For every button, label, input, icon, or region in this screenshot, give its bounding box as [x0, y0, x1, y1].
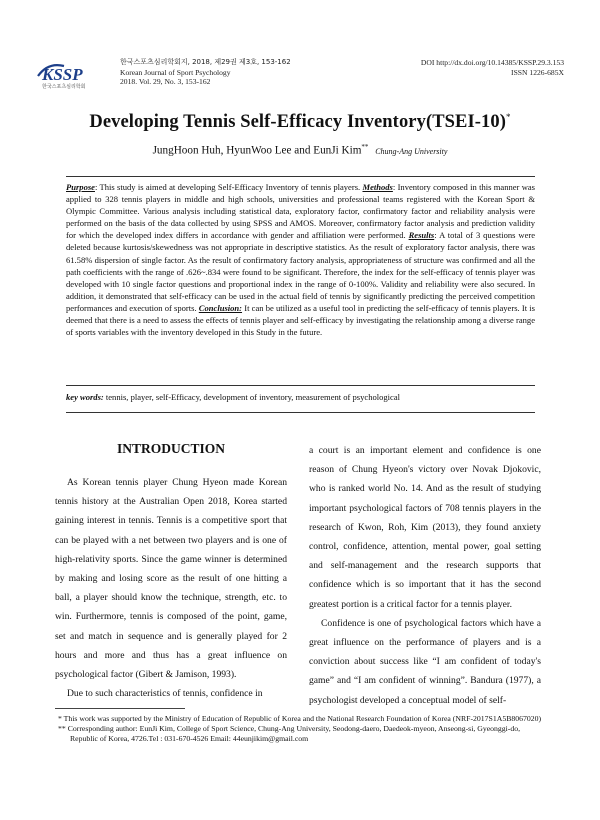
logo-subtext: 한국스포츠심리학회: [42, 84, 86, 90]
conclusion-text: It can be utilized as a useful tool in predicting the self-efficacy of tennis players. It is deemed that there is a need to assess the effects of tennis player and self-efficacy by investigating the relationship among a diverse range of sports variables with the inventory developed in this Study in the future.: [66, 302, 536, 338]
body-paragraph: Due to such characteristics of tennis, confidence in: [67, 688, 263, 700]
author-line: [0, 143, 600, 157]
right-column: [309, 441, 541, 710]
journal-citation: [120, 58, 291, 87]
journal-header: [36, 58, 564, 98]
title-footnote-mark: *: [506, 112, 511, 122]
keywords-bottom-rule: [66, 412, 535, 413]
doi: DOI http://dx.doi.org/10.14385/KSSP.29.3.153: [420, 58, 564, 67]
keywords-label: key words:: [66, 392, 104, 402]
purpose-text: : This study is aimed at developing Self-Efficacy Inventory of tennis players.: [94, 182, 363, 192]
journal-english: Korean Journal of Sport Psychology: [120, 67, 231, 77]
footnote-corresponding-author: ** Corresponding author: EunJi Kim, College of Sport Science, Chung-Ang University, Seodong-daero, Daedeok-myeon, Anseong-si, Gyeonggi-do, Republic of Korea, 4726.Tel : 031-670-4526 Email: 44eunjikim@gmail.com: [58, 724, 521, 744]
logo-text: KSSP: [42, 65, 83, 84]
results-label: Results: [408, 230, 435, 241]
methods-label: Methods: [362, 182, 393, 192]
journal-volume: 2018. Vol. 29, No. 3, 153-162: [120, 77, 211, 87]
journal-ids: [421, 58, 564, 77]
issn: ISSN 1226-685X: [511, 67, 564, 77]
author-names: JungHoon Huh, HyunWoo Lee and EunJi Kim: [152, 144, 362, 157]
body-paragraph: a court is an important element and confidence is one reason of Chung Hyeon's victory over Novak Djokovic, who is ranked world No. 14. And as the result of studying important psychological factors of 708 tennis players in the research of Kwon, Roh, Kim (2013), they found anxiety control, confidence, attention, mental power, goal setting and self-management and the research supports that confidence which is so important that it has the second greatest portion is a critical factor for a tennis player.: [309, 445, 541, 610]
footnote-rule: [55, 708, 185, 709]
body-paragraph: As Korean tennis player Chung Hyeon made Korean tennis history at the Australian Open 2018, Korea started gaining interest in tennis. Tennis is a competitive sport that can be played with a net between two players and is one of high-relativity sports. Since the game winner is determined by making and losing score as the result of one hitting a ball, a player should know the technique, strength, etc. to win. Furthermore, tennis is composed of the point, game, set and match in sequence and is generally played for 2 hours and more and thus has a great influence on psychological factor (Gibert & Jamison, 1993).: [55, 477, 287, 681]
methods-text: : Inventory composed in this manner was applied to 328 tennis players in middle and high schools, universities and professional teams registered with the Korean Sport & Olympic Committee. Various analysis including statistical data, exploratory factor, confirmatory factor and reliability analysis were performed on the basis of the data collected by using SPSS and AMOS. Moreover, confirmatory factor analysis and prediction validity for which the developed index differs in accordance with gender and affiliation were performed.: [66, 182, 535, 241]
footnotes: [58, 714, 545, 745]
abstract-top-rule: [66, 176, 535, 177]
footnote-funding: * This work was supported by the Ministry of Education of Republic of Korea and the National Research Foundation of Korea (NRF-2017S1A5B8067020): [58, 714, 542, 723]
keywords: [66, 392, 535, 402]
purpose-label: Purpose: [66, 182, 95, 192]
results-text: : A total of 3 questions were deleted because kurtosis/skewedness was not appropriate in descriptive statistics. As the result of exploratory factor analysis, there was 61.58% dispersion of single factor. As the result of confirmatory factory analysis, appropriateness of structure was confirmed and all the path coefficients with the range of .626~.834 were found to be significant. Therefore, the index for the self-efficacy of tennis player was developed with 10 single factor questions and proportional index in the range of 0-100%. Validity and reliability were also secured. In addition, it demonstrated that self-efficacy can be used in the actual field of tennis by significantly predicting the perceived competition performances and execution of sports.: [66, 230, 536, 313]
left-column: [55, 440, 287, 703]
body-paragraph: Confidence is one of psychological factors which have a great influence on the performance of players and is a conviction about success like “I am confident of today's game” and “I am confident of winning”. Bandura (1977), a psychologist developed a conceptual model of self-: [309, 617, 541, 706]
paper-title: [0, 112, 600, 133]
conclusion-label: Conclusion:: [198, 302, 243, 313]
keywords-text: tennis, player, self-Efficacy, development of inventory, measurement of psychological: [105, 392, 400, 402]
journal-logo-icon: [36, 58, 114, 90]
author-footnote-mark: **: [361, 143, 369, 151]
affiliation: Chung-Ang University: [375, 146, 448, 156]
abstract: [66, 181, 535, 338]
paper-title-text: Developing Tennis Self-Efficacy Inventory(TSEI-10): [89, 112, 507, 133]
introduction-heading: INTRODUCTION: [116, 441, 225, 456]
abstract-bottom-rule: [66, 385, 535, 386]
journal-korean: 한국스포츠심리학회지, 2018, 제29권 제3호, 153-162: [120, 58, 291, 66]
